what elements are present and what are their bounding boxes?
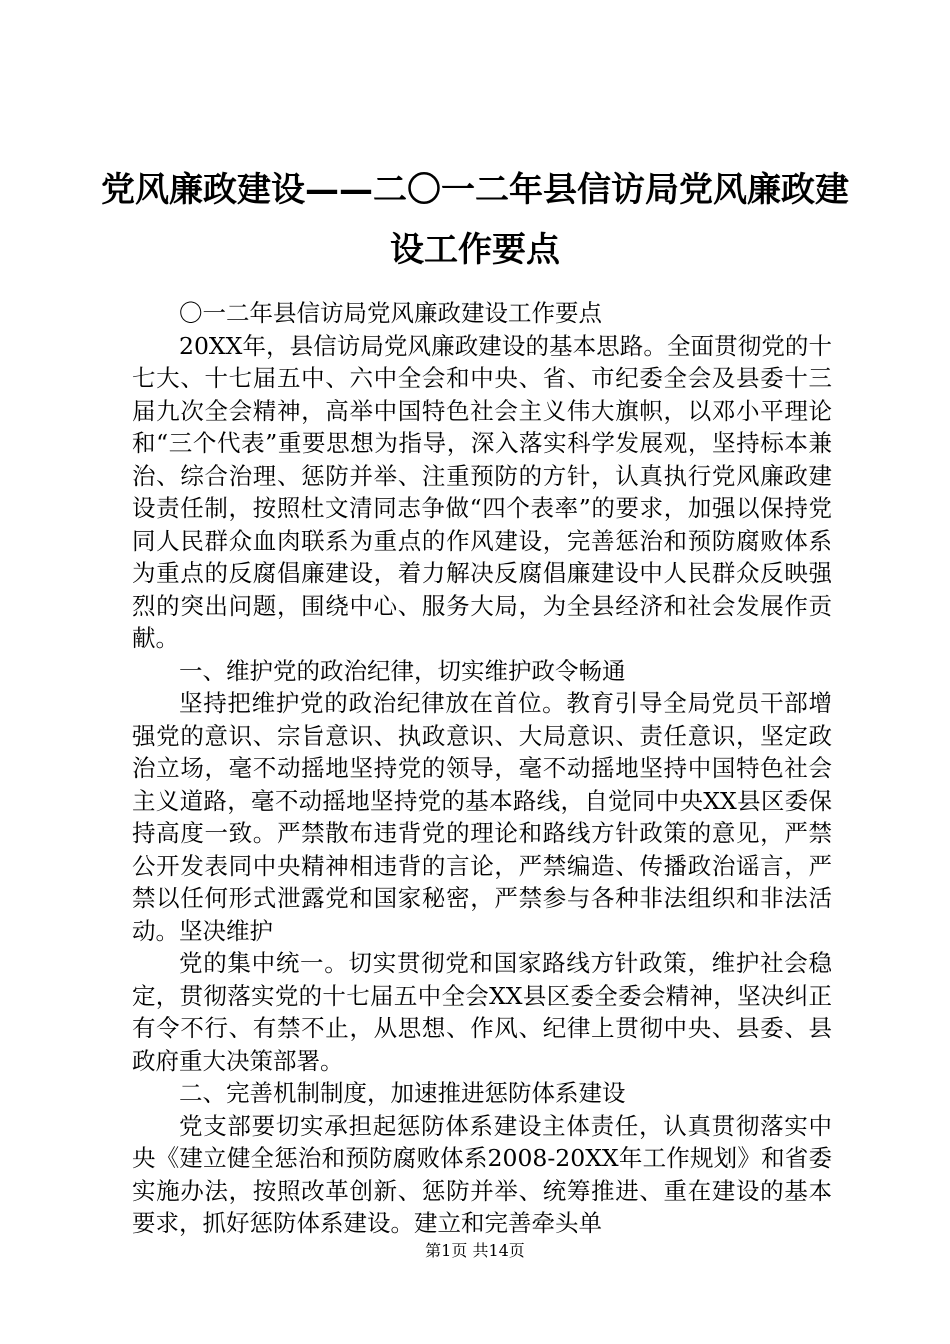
- paragraph-political-discipline: 坚持把维护党的政治纪律放在首位。教育引导全局党员干部增强党的意识、宗旨意识、执政意识、大局意识、责任意识，坚定政治立场，毫不动摇地坚持党的领导，毫不动摇地坚持中国特色社会主义道路，毫不动摇地坚持党的基本路线，自觉同中央XX县区委保持高度一致。严禁散布违背党的理论和路线方针政策的意见，严禁公开发表同中央精神相违背的言论，严禁编造、传播政治谣言，严禁以任何形式泄露党和国家秘密，严禁参与各种非法组织和非法活动。坚决维护: [132, 689, 832, 945]
- paragraph-basic-approach: 20XX年，县信访局党风廉政建设的基本思路。全面贯彻党的十七大、十七届五中、六中全会和中央、省、市纪委全会及县委十三届九次全会精神，高举中国特色社会主义伟大旗帜，以邓小平理论和“三个代表”重要思想为指导，深入落实科学发展观，坚持标本兼治、综合治理、惩防并举、注重预防的方针，认真执行党风廉政建设责任制，按照杜文清同志争做“四个表率”的要求，加强以保持党同人民群众血肉联系为重点的作风建设，完善惩治和预防腐败体系为重点的反腐倡廉建设，着力解决反腐倡廉建设中人民群众反映强烈的突出问题，围绕中心、服务大局，为全县经济和社会发展作贡献。: [132, 331, 832, 652]
- paragraph-prevention-system: 党支部要切实承担起惩防体系建设主体责任，认真贯彻落实中央《建立健全惩治和预防腐败体系2008-20XX年工作规划》和省委实施办法，按照改革创新、惩防并举、统筹推进、重在建设的基本要求，抓好惩防体系建设。建立和完善牵头单: [132, 1111, 832, 1237]
- section-heading-2: 二、完善机制制度，加速推进惩防体系建设: [179, 1079, 626, 1107]
- page-number: 第1页 共14页: [425, 1241, 525, 1260]
- section-heading-1: 一、维护党的政治纪律，切实维护政令畅通: [179, 656, 626, 685]
- document-body: [132, 297, 832, 1240]
- document-title: 党风廉政建设——二〇一二年县信访局党风廉政建设工作要点: [101, 170, 849, 270]
- paragraph-subtitle: 〇一二年县信访局党风廉政建设工作要点: [179, 299, 602, 327]
- paragraph-central-unity: 党的集中统一。切实贯彻党和国家路线方针政策，维护社会稳定，贯彻落实党的十七届五中全会XX县区委全委会精神，坚决纠正有令不行、有禁不止，从思想、作风、纪律上贯彻中央、县委、县政府重大决策部署。: [132, 949, 832, 1075]
